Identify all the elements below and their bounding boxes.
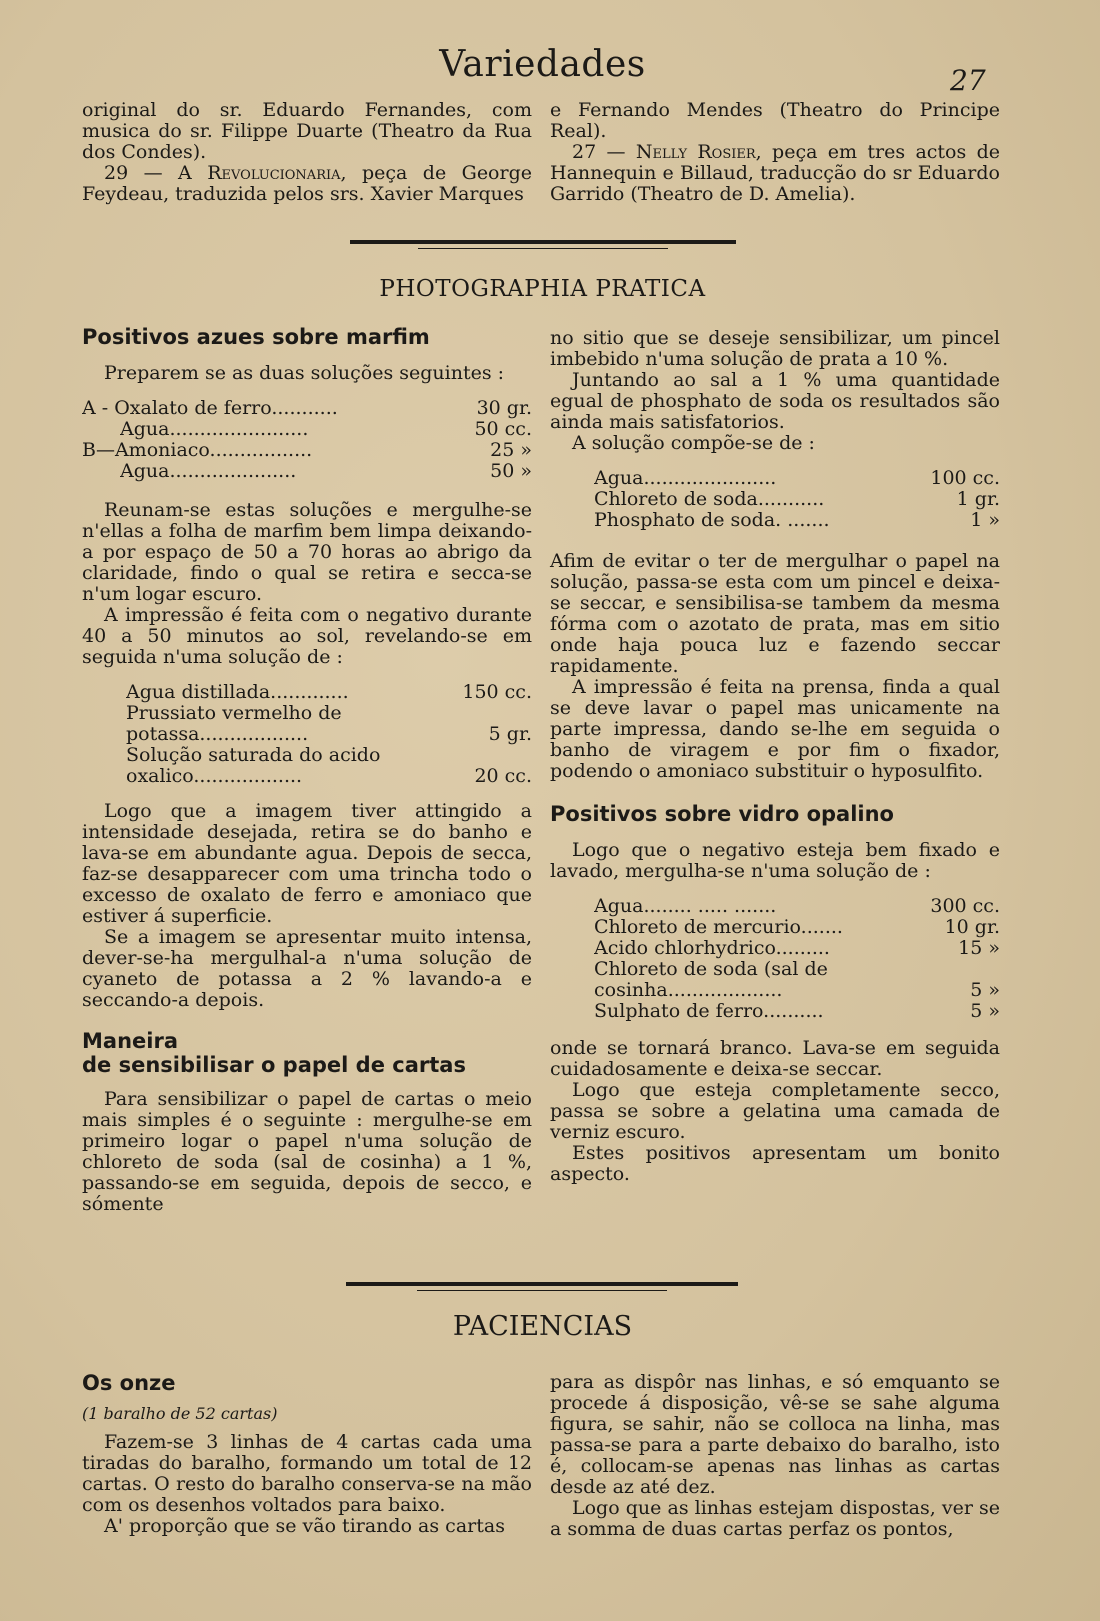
recipe-row: Chloreto de soda........... 1 gr. (594, 488, 1000, 510)
section1-right-column (550, 328, 1000, 1185)
paragraph: para as dispôr nas linhas, e só emquanto se procede á disposição, vê-se se sahe alguma figura, se sahir, não se colloca na linha, mas passa-se para a parte debaixo do baralho, isto é, collocam-se apenas nas linhas as cartas desde az até dez. (550, 1371, 1000, 1498)
subsection-heading: Os onze (82, 1371, 176, 1395)
paragraph: Logo que a imagem tiver attingido a intensidade desejada, retira se do banho e lava-se em abundante agua. Depois de secca, faz-se desapparecer com uma trincha todo o excesso de oxalato de ferro e amoniaco que estiver á superficie. (82, 800, 532, 927)
paragraph: Preparem se as duas soluções seguintes : (104, 362, 505, 384)
subsection-heading: de sensibilisar o papel de cartas (82, 1053, 466, 1077)
running-header: Variedades (439, 44, 646, 85)
section1-left-column (82, 325, 532, 1215)
recipe-row: Agua........ ..... ....... 300 cc. (594, 895, 1000, 917)
paragraph: Afim de evitar o ter de mergulhar o papel na solução, passa-se esta com um pincel e deixa-se seccar, e sensibilisa-se tambem da mesma fórma com o azotato de prata, mas em sitio onde haja pouca luz e fazendo seccar rapidamente. (550, 550, 1000, 677)
page-number: 27 (950, 64, 986, 97)
recipe-row: Phosphato de soda. ....... 1 » (594, 509, 1000, 531)
section-title: PHOTOGRAPHIA PRATICA (379, 276, 706, 302)
recipe-row: Acido chlorhydrico......... 15 » (594, 937, 1000, 959)
recipe-row: Agua..................... 50 » (120, 460, 532, 482)
recipe-row: Chloreto de mercurio....... 10 gr. (594, 916, 1000, 938)
paragraph: Logo que o negativo esteja bem fixado e lavado, mergulha-se n'uma solução de : (550, 839, 1000, 882)
paragraph: onde se tornará branco. Lava-se em seguida cuidadosamente e deixa-se seccar. (550, 1037, 1000, 1080)
section2-left-column (82, 1371, 532, 1537)
section-title: PACIENCIAS (452, 1311, 633, 1342)
paragraph: A solução compõe-se de : (572, 432, 815, 454)
paragraph: Se a imagem se apresentar muito intensa, dever-se-ha mergulhal-a n'uma solução de cyaneto de potassa a 2 % lavando-a e seccando-a depois. (82, 926, 532, 1011)
subsection-heading: Positivos sobre vidro opalino (550, 802, 894, 826)
paragraph: A impressão é feita na prensa, finda a qual se deve lavar o papel mas unicamente na parte impressa, dando se-lhe em seguida o banho de viragem e por fim o fixador, podendo o amoniaco substituir o hyposulfito. (550, 676, 1000, 782)
top-right-column (550, 100, 1000, 205)
subsection-note: (1 baralho de 52 cartas) (82, 1404, 278, 1423)
recipe-row: Agua....................... 50 cc. (120, 418, 532, 440)
top-left-column (82, 100, 532, 205)
recipe-row: Sulphato de ferro.......... 5 » (594, 1000, 1000, 1022)
paragraph: 27 — Nelly Rosier, peça em tres actos de Hannequin e Billaud, traducção do sr Eduardo Garrido (Theatro de D. Amelia). (550, 141, 1000, 205)
section-divider (350, 240, 736, 249)
paragraph: Logo que esteja completamente secco, passa se sobre a gelatina uma camada de verniz escuro. (550, 1079, 1000, 1143)
paragraph: original do sr. Eduardo Fernandes, com musica do sr. Filippe Duarte (Theatro da Rua dos Condes). (82, 99, 532, 163)
recipe-row: Solução saturada do acido oxalico.................. 20 cc. (126, 745, 532, 787)
paragraph: A' proporção que se vão tirando as cartas (104, 1515, 505, 1537)
paragraph: e Fernando Mendes (Theatro do Principe Real). (550, 99, 1000, 142)
section-divider (346, 1282, 738, 1291)
paragraph: Fazem-se 3 linhas de 4 cartas cada uma tiradas do baralho, formando um total de 12 cartas. O resto do baralho conserva-se na mão com os desenhos voltados para baixo. (82, 1431, 532, 1516)
recipe-table (82, 398, 532, 482)
recipe-row: B—Amoniaco................. 25 » (82, 439, 532, 461)
paragraph: Juntando ao sal a 1 % uma quantidade egual de phosphato de soda os resultados são ainda mais satisfatorios. (550, 369, 1000, 433)
paragraph: Estes positivos apresentam um bonito aspecto. (550, 1142, 1000, 1185)
recipe-table (550, 468, 1000, 531)
paragraph: Reunam-se estas soluções e mergulhe-se n'ellas a folha de marfim bem limpa deixando-a por espaço de 50 a 70 horas ao abrigo da claridade, findo o qual se retira e secca-se n'um logar escuro. (82, 499, 532, 605)
recipe-row: Prussiato vermelho de potassa.................. 5 gr. (126, 703, 532, 745)
paragraph: Logo que as linhas estejam dispostas, ver se a somma de duas cartas perfaz os pontos, (550, 1497, 1000, 1540)
paragraph: 29 — A Revolucionaria, peça de George Feydeau, traduzida pelos srs. Xavier Marques (82, 162, 532, 205)
paragraph: Para sensibilizar o papel de cartas o meio mais simples é o seguinte : mergulhe-se em primeiro logar o papel n'uma solução de chloreto de soda (sal de cosinha) a 1 %, passando-se em seguida, depois de secco, e sómente (82, 1088, 532, 1215)
paragraph: no sitio que se deseje sensibilizar, um pincel imbebido n'uma solução de prata a 10 %. (550, 327, 1000, 370)
recipe-row: Agua distillada............. 150 cc. (126, 681, 532, 703)
subsection-heading: Positivos azues sobre marfim (82, 325, 430, 349)
subsection-heading: Maneira (82, 1029, 178, 1053)
recipe-row: Chloreto de soda (sal de cosinha................... 5 » (594, 959, 1000, 1001)
recipe-table (550, 896, 1000, 1022)
paragraph: A impressão é feita com o negativo durante 40 a 50 minutos ao sol, revelando-se em seguida n'uma solução de : (82, 604, 532, 668)
recipe-table (82, 682, 532, 787)
recipe-row: A - Oxalato de ferro........... 30 gr. (82, 397, 532, 419)
recipe-row: Agua...................... 100 cc. (594, 467, 1000, 489)
section2-right-column (550, 1372, 1000, 1540)
